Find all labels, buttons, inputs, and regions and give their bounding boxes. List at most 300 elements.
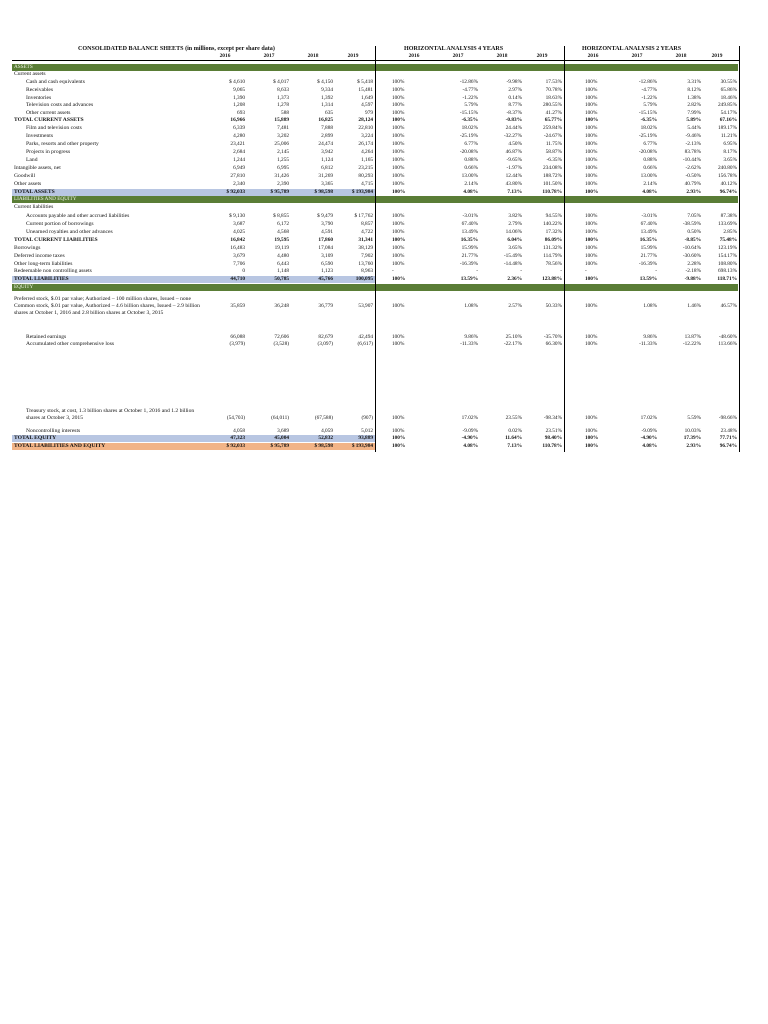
h4-percent-cell: 100% bbox=[392, 125, 405, 131]
h2-percent-cell: 100% bbox=[585, 341, 598, 347]
h4-percent-cell: -15.49% bbox=[503, 253, 522, 259]
h4-percent-cell: 11.75% bbox=[545, 141, 562, 147]
h4-percent-cell: 12.44% bbox=[505, 173, 522, 179]
value-cell: 2,684 bbox=[233, 149, 245, 155]
h2-percent-cell: 4.08% bbox=[642, 443, 657, 449]
h4-percent-cell: 43.80% bbox=[505, 181, 522, 187]
h2-percent-cell: 17.39% bbox=[683, 435, 701, 441]
value-cell: $ 9,479 bbox=[317, 213, 333, 219]
value-cell: 16,842 bbox=[230, 237, 245, 243]
value-cell: 1,255 bbox=[277, 157, 289, 163]
value-cell: 3,689 bbox=[277, 428, 289, 434]
h2-percent-cell: 100% bbox=[585, 149, 598, 155]
row-label: Parks, resorts and other property bbox=[26, 141, 99, 147]
h2-percent-cell: -2.18% bbox=[685, 268, 701, 274]
value-cell: 3,202 bbox=[277, 133, 289, 139]
value-cell: 45,004 bbox=[274, 435, 289, 441]
value-cell: 16,483 bbox=[230, 245, 245, 251]
h2-percent-cell: 249.85% bbox=[718, 102, 737, 108]
h4-percent-cell: 100% bbox=[392, 79, 405, 85]
row-label: Cash and cash equivalents bbox=[26, 79, 85, 85]
h4-percent-cell: 100% bbox=[392, 95, 405, 101]
h4-percent-cell: 23.51% bbox=[545, 428, 562, 434]
year-header-h2: 2018 bbox=[675, 53, 687, 59]
h2-percent-cell: 2.28% bbox=[687, 261, 701, 267]
h2-percent-cell: 2.14% bbox=[643, 181, 657, 187]
h4-percent-cell: 100% bbox=[392, 149, 405, 155]
value-cell: $ 5,418 bbox=[357, 79, 373, 85]
row-label: TOTAL LIABILITIES bbox=[14, 276, 69, 282]
h2-percent-cell: 67.16% bbox=[719, 117, 737, 123]
h4-percent-cell: 100% bbox=[392, 87, 405, 93]
value-cell: 4,591 bbox=[321, 229, 333, 235]
h2-percent-cell: 100% bbox=[585, 110, 598, 116]
h4-percent-cell: 15.99% bbox=[461, 245, 478, 251]
h4-percent-cell: 234.08% bbox=[543, 165, 562, 171]
h4-percent-cell: -11.33% bbox=[460, 341, 478, 347]
h4-percent-cell: 65.77% bbox=[544, 117, 562, 123]
row-label: Receivables bbox=[26, 87, 54, 93]
value-cell: 6,172 bbox=[277, 221, 289, 227]
h2-percent-cell: -4.77% bbox=[641, 87, 657, 93]
h4-percent-cell: -32.27% bbox=[503, 133, 522, 139]
value-cell: $ 98,598 bbox=[314, 443, 333, 449]
value-cell: (64,011) bbox=[271, 415, 289, 421]
value-cell: (54,703) bbox=[226, 415, 245, 421]
h2-percent-cell: 67.40% bbox=[640, 221, 657, 227]
value-cell: $ 4,150 bbox=[317, 79, 333, 85]
row-label: Current portion of borrowings bbox=[26, 221, 94, 227]
title-horizontal-2-years: HORIZONTAL ANALYSIS 2 YEARS bbox=[582, 46, 682, 52]
value-cell: 52,832 bbox=[318, 435, 333, 441]
h4-percent-cell: -14.48% bbox=[503, 261, 522, 267]
h4-percent-cell: 70.78% bbox=[545, 87, 562, 93]
h2-percent-cell: 100% bbox=[585, 141, 598, 147]
h4-percent-cell: 17.32% bbox=[545, 229, 562, 235]
h2-percent-cell: 1.46% bbox=[687, 303, 701, 309]
h2-percent-cell: 1.38% bbox=[687, 95, 701, 101]
h4-percent-cell: 100% bbox=[392, 181, 405, 187]
h4-percent-cell: 188.72% bbox=[543, 173, 562, 179]
h2-percent-cell: 8.12% bbox=[687, 87, 701, 93]
row-label: Goodwill bbox=[14, 173, 36, 179]
h4-percent-cell: 23.55% bbox=[505, 415, 522, 421]
h2-percent-cell: 100% bbox=[585, 102, 598, 108]
value-cell: 1,124 bbox=[321, 157, 333, 163]
h2-percent-cell: 154.17% bbox=[718, 253, 737, 259]
h2-percent-cell: -9.09% bbox=[641, 428, 657, 434]
value-cell: 4,280 bbox=[233, 133, 245, 139]
value-cell: 25,006 bbox=[274, 141, 289, 147]
h4-percent-cell: 123.88% bbox=[542, 276, 562, 282]
h2-percent-cell: 9.86% bbox=[643, 334, 657, 340]
value-cell: 1,123 bbox=[321, 268, 333, 274]
h2-percent-cell: -48.60% bbox=[718, 334, 737, 340]
h2-percent-cell: -0.50% bbox=[685, 173, 701, 179]
h2-percent-cell: 1.08% bbox=[643, 303, 657, 309]
value-cell: 1,244 bbox=[233, 157, 245, 163]
row-label: Other assets bbox=[14, 181, 42, 187]
year-header-h4: 2016 bbox=[408, 53, 420, 59]
value-cell: 100,095 bbox=[355, 276, 373, 282]
value-cell: 6,995 bbox=[277, 165, 289, 171]
h4-percent-cell: 41.27% bbox=[545, 110, 562, 116]
h2-percent-cell: 2.93% bbox=[686, 189, 701, 195]
h4-percent-cell: -12.86% bbox=[459, 79, 478, 85]
h4-percent-cell: 98.40% bbox=[544, 435, 562, 441]
h4-percent-cell: 100% bbox=[392, 443, 406, 449]
h4-percent-cell: 24.44% bbox=[505, 125, 522, 131]
h2-percent-cell: 100% bbox=[585, 276, 599, 282]
value-cell: 93,889 bbox=[358, 435, 373, 441]
value-cell: $ 95,789 bbox=[270, 189, 289, 195]
h4-percent-cell: 13.49% bbox=[461, 229, 478, 235]
h4-percent-cell: -15.15% bbox=[459, 110, 478, 116]
h4-percent-cell: 100% bbox=[392, 261, 405, 267]
h2-percent-cell: -9.46% bbox=[685, 133, 701, 139]
h2-percent-cell: 133.69% bbox=[718, 221, 737, 227]
h2-percent-cell: 16.35% bbox=[639, 237, 657, 243]
value-cell: 31,426 bbox=[274, 173, 289, 179]
h2-percent-cell: 18.46% bbox=[720, 95, 737, 101]
h4-percent-cell: 100% bbox=[392, 110, 405, 116]
h4-percent-cell: 100% bbox=[392, 221, 405, 227]
row-label: Redeemable non controlling assets bbox=[14, 268, 92, 274]
h4-percent-cell: 101.50% bbox=[543, 181, 562, 187]
h4-percent-cell: -1.97% bbox=[506, 165, 522, 171]
value-cell: 1,278 bbox=[277, 102, 289, 108]
value-cell: (3,528) bbox=[273, 341, 289, 347]
value-cell: 6,812 bbox=[321, 165, 333, 171]
value-cell: 26,174 bbox=[358, 141, 373, 147]
h4-percent-cell: 100% bbox=[392, 173, 405, 179]
h2-percent-cell: 87.38% bbox=[720, 213, 737, 219]
value-cell: (907) bbox=[361, 415, 373, 421]
h4-percent-cell: 86.09% bbox=[544, 237, 562, 243]
h2-percent-cell: 7.05% bbox=[687, 213, 701, 219]
h2-percent-cell: - bbox=[585, 268, 587, 274]
column-divider bbox=[375, 46, 376, 452]
h4-percent-cell: 17.53% bbox=[545, 79, 562, 85]
h4-percent-cell: 7.13% bbox=[507, 443, 522, 449]
value-cell: 9,334 bbox=[321, 87, 333, 93]
h2-percent-cell: 77.71% bbox=[719, 435, 737, 441]
value-cell: $ 98,598 bbox=[314, 189, 333, 195]
h2-percent-cell: 75.48% bbox=[719, 237, 737, 243]
h4-percent-cell: 100% bbox=[392, 117, 406, 123]
value-cell: 9,065 bbox=[233, 87, 245, 93]
row-label: Treasury stock, at cost, 1.3 billion shares at October 1, 2016 and 1.2 billion shares at October 3, 2015 bbox=[26, 408, 195, 421]
value-cell: 3,942 bbox=[321, 149, 333, 155]
h2-percent-cell: 5.44% bbox=[687, 125, 701, 131]
h2-percent-cell: 65.86% bbox=[720, 87, 737, 93]
h2-percent-cell: 100% bbox=[585, 253, 598, 259]
h2-percent-cell: 2.93% bbox=[686, 443, 701, 449]
h4-percent-cell: 280.55% bbox=[543, 102, 562, 108]
value-cell: 2,340 bbox=[233, 181, 245, 187]
h4-percent-cell: -4.77% bbox=[462, 87, 478, 93]
h4-percent-cell: 2.97% bbox=[508, 87, 522, 93]
h2-percent-cell: -12.22% bbox=[682, 341, 701, 347]
value-cell: 1,390 bbox=[233, 95, 245, 101]
h4-percent-cell: 3.82% bbox=[508, 213, 522, 219]
value-cell: 28,124 bbox=[358, 117, 373, 123]
h4-percent-cell: - bbox=[520, 268, 522, 274]
h2-percent-cell: 13.87% bbox=[684, 334, 701, 340]
h4-percent-cell: -8.37% bbox=[506, 110, 522, 116]
value-cell: 3,679 bbox=[233, 253, 245, 259]
h4-percent-cell: 50.33% bbox=[545, 303, 562, 309]
value-cell: 1,392 bbox=[321, 95, 333, 101]
h4-percent-cell: 78.56% bbox=[545, 261, 562, 267]
h4-percent-cell: 259.84% bbox=[543, 125, 562, 131]
h4-percent-cell: -25.19% bbox=[459, 133, 478, 139]
h4-percent-cell: 4.50% bbox=[508, 141, 522, 147]
value-cell: $ 92,033 bbox=[226, 189, 245, 195]
year-header-h2: 2016 bbox=[587, 53, 599, 59]
value-cell: 35,859 bbox=[230, 303, 245, 309]
h2-percent-cell: -98.66% bbox=[718, 415, 737, 421]
h4-percent-cell: 4.08% bbox=[463, 189, 478, 195]
row-label: Other long-term liabilities bbox=[14, 261, 73, 267]
value-cell: 82,679 bbox=[318, 334, 333, 340]
value-cell: 635 bbox=[325, 110, 333, 116]
h2-percent-cell: 2.85% bbox=[723, 229, 737, 235]
year-header-v: 2016 bbox=[219, 53, 231, 59]
header-rule bbox=[12, 60, 740, 61]
value-cell: 3,687 bbox=[233, 221, 245, 227]
h2-percent-cell: 100% bbox=[585, 303, 598, 309]
h4-percent-cell: 7.13% bbox=[507, 189, 522, 195]
h2-percent-cell: 13.00% bbox=[640, 173, 657, 179]
value-cell: (3,979) bbox=[229, 341, 245, 347]
year-header-h4: 2017 bbox=[452, 53, 464, 59]
h4-percent-cell: -35.70% bbox=[543, 334, 562, 340]
h4-percent-cell: - bbox=[560, 268, 562, 274]
h4-percent-cell: 8.77% bbox=[508, 102, 522, 108]
h4-percent-cell: 17.02% bbox=[461, 415, 478, 421]
h2-percent-cell: 100% bbox=[585, 435, 599, 441]
h4-percent-cell: 100% bbox=[392, 415, 405, 421]
value-cell: $ 17,762 bbox=[354, 213, 373, 219]
h2-percent-cell: 118.71% bbox=[717, 276, 737, 282]
value-cell: 1,148 bbox=[277, 268, 289, 274]
value-cell: 31,341 bbox=[358, 237, 373, 243]
value-cell: $ 9,130 bbox=[229, 213, 245, 219]
year-header-v: 2017 bbox=[263, 53, 275, 59]
h2-percent-cell: -11.33% bbox=[639, 341, 657, 347]
value-cell: 4,059 bbox=[321, 428, 333, 434]
value-cell: 53,907 bbox=[358, 303, 373, 309]
h4-percent-cell: 11.64% bbox=[505, 435, 522, 441]
h2-percent-cell: 54.17% bbox=[720, 110, 737, 116]
h4-percent-cell: 100% bbox=[392, 157, 405, 163]
value-cell: 6,590 bbox=[321, 261, 333, 267]
h4-percent-cell: 100% bbox=[392, 213, 405, 219]
row-label: Investments bbox=[26, 133, 54, 139]
h4-percent-cell: 0.66% bbox=[464, 165, 478, 171]
h2-percent-cell: 7.99% bbox=[687, 110, 701, 116]
h2-percent-cell: 100% bbox=[585, 79, 598, 85]
h4-percent-cell: 100% bbox=[392, 276, 406, 282]
h4-percent-cell: 110.78% bbox=[542, 189, 562, 195]
row-label: TOTAL EQUITY bbox=[14, 435, 57, 441]
h4-percent-cell: -20.08% bbox=[459, 149, 478, 155]
value-cell: 8,963 bbox=[361, 268, 373, 274]
value-cell: $ 92,033 bbox=[226, 443, 245, 449]
value-cell: 1,314 bbox=[321, 102, 333, 108]
h2-percent-cell: 8.17% bbox=[723, 149, 737, 155]
h4-percent-cell: 100% bbox=[392, 245, 405, 251]
h4-percent-cell: 18.02% bbox=[461, 125, 478, 131]
value-cell: 8,633 bbox=[277, 87, 289, 93]
value-cell: 4,722 bbox=[361, 229, 373, 235]
row-label: Borrowings bbox=[14, 245, 41, 251]
h4-percent-cell: 16.35% bbox=[460, 237, 478, 243]
h2-percent-cell: 0.88% bbox=[643, 157, 657, 163]
h2-percent-cell: 108.80% bbox=[718, 261, 737, 267]
value-cell: 5,012 bbox=[361, 428, 373, 434]
h4-percent-cell: 9.86% bbox=[464, 334, 478, 340]
row-label: Other current assets bbox=[26, 110, 71, 116]
h4-percent-cell: 100% bbox=[392, 253, 405, 259]
value-cell: 47,323 bbox=[230, 435, 245, 441]
value-cell: (3,097) bbox=[317, 341, 333, 347]
h4-percent-cell: 100% bbox=[392, 133, 405, 139]
row-label: Deferred income taxes bbox=[14, 253, 65, 259]
h2-percent-cell: 3.65% bbox=[723, 157, 737, 163]
value-cell: 3,224 bbox=[361, 133, 373, 139]
column-divider bbox=[739, 46, 740, 452]
h2-percent-cell: 100% bbox=[585, 428, 598, 434]
h4-percent-cell: -4.90% bbox=[461, 435, 478, 441]
h2-percent-cell: 46.57% bbox=[720, 303, 737, 309]
h2-percent-cell: 13.59% bbox=[639, 276, 657, 282]
h2-percent-cell: -4.90% bbox=[640, 435, 657, 441]
h4-percent-cell: 6.77% bbox=[464, 141, 478, 147]
row-label: Preferred stock, $.01 par value; Authorized – 100 million shares, Issued – none Common stock, $.01 par value, Authorized – 4.6 billion shares, Issued – 2.9 billion shares at October 1, 2016 and 2.8 billion shares at October 3, 2015 bbox=[14, 296, 200, 316]
value-cell: 1,649 bbox=[361, 95, 373, 101]
value-cell: 1,208 bbox=[233, 102, 245, 108]
h4-percent-cell: 94.55% bbox=[545, 213, 562, 219]
value-cell: 16,825 bbox=[318, 117, 333, 123]
value-cell: 8,857 bbox=[361, 221, 373, 227]
h2-percent-cell: 11.21% bbox=[720, 133, 737, 139]
h4-percent-cell: 100% bbox=[392, 102, 405, 108]
value-cell: 15,889 bbox=[274, 117, 289, 123]
h4-percent-cell: 4.08% bbox=[463, 443, 478, 449]
value-cell: 50,785 bbox=[274, 276, 289, 282]
value-cell: 31,269 bbox=[318, 173, 333, 179]
h2-percent-cell: 96.74% bbox=[719, 443, 737, 449]
h4-percent-cell: 2.36% bbox=[507, 276, 522, 282]
h2-percent-cell: 100% bbox=[585, 157, 598, 163]
row-label: Current assets bbox=[14, 71, 46, 77]
h4-percent-cell: -16.39% bbox=[459, 261, 478, 267]
h2-percent-cell: 40.79% bbox=[684, 181, 701, 187]
value-cell: $ 4,017 bbox=[273, 79, 289, 85]
value-cell: 22,810 bbox=[358, 125, 373, 131]
row-label: Retained earnings bbox=[26, 334, 67, 340]
row-label: Unearned royalties and other advances bbox=[26, 229, 113, 235]
h4-percent-cell: 100% bbox=[392, 189, 406, 195]
h2-percent-cell: -2.62% bbox=[685, 165, 701, 171]
h4-percent-cell: 2.14% bbox=[464, 181, 478, 187]
year-header-h4: 2019 bbox=[536, 53, 548, 59]
h2-percent-cell: 5.89% bbox=[686, 117, 701, 123]
value-cell: 7,706 bbox=[233, 261, 245, 267]
h4-percent-cell: 114.79% bbox=[543, 253, 562, 259]
h4-percent-cell: 140.22% bbox=[543, 221, 562, 227]
value-cell: (6,617) bbox=[357, 341, 373, 347]
h4-percent-cell: 5.79% bbox=[464, 102, 478, 108]
year-header-h2: 2017 bbox=[631, 53, 643, 59]
h4-percent-cell: 21.77% bbox=[461, 253, 478, 259]
value-cell: 588 bbox=[281, 110, 289, 116]
h4-percent-cell: 67.40% bbox=[461, 221, 478, 227]
value-cell: 1,373 bbox=[277, 95, 289, 101]
h4-percent-cell: 0.02% bbox=[508, 428, 522, 434]
h2-percent-cell: 100% bbox=[585, 125, 598, 131]
year-header-v: 2018 bbox=[307, 53, 319, 59]
row-label: EQUITY bbox=[14, 284, 34, 290]
h2-percent-cell: -2.13% bbox=[685, 141, 701, 147]
h4-percent-cell: -0.83% bbox=[505, 117, 522, 123]
row-label: Accumulated other comprehensive loss bbox=[26, 341, 115, 347]
h4-percent-cell: 0.14% bbox=[508, 95, 522, 101]
year-header-v: 2019 bbox=[347, 53, 359, 59]
h2-percent-cell: 13.49% bbox=[640, 229, 657, 235]
h2-percent-cell: 100% bbox=[585, 189, 599, 195]
row-label: Projects in progress bbox=[26, 149, 71, 155]
row-label: ASSETS bbox=[14, 64, 33, 70]
h2-percent-cell: -15.15% bbox=[638, 110, 657, 116]
h2-percent-cell: 15.99% bbox=[640, 245, 657, 251]
year-header-h4: 2018 bbox=[496, 53, 508, 59]
h4-percent-cell: -9.09% bbox=[462, 428, 478, 434]
h4-percent-cell: 100% bbox=[392, 341, 405, 347]
value-cell: 17,084 bbox=[318, 245, 333, 251]
h4-percent-cell: 3.65% bbox=[508, 245, 522, 251]
h4-percent-cell: 46.87% bbox=[505, 149, 522, 155]
value-cell: 6,949 bbox=[233, 165, 245, 171]
value-cell: 17,860 bbox=[318, 237, 333, 243]
row-label: LIABILITIES AND EQUITY bbox=[14, 196, 77, 202]
h2-percent-cell: 100% bbox=[585, 133, 598, 139]
value-cell: 4,568 bbox=[277, 229, 289, 235]
h4-percent-cell: -6.35% bbox=[461, 117, 478, 123]
h2-percent-cell: 100% bbox=[585, 237, 599, 243]
h2-percent-cell: -16.39% bbox=[638, 261, 657, 267]
h4-percent-cell: - bbox=[392, 268, 394, 274]
value-cell: 4,480 bbox=[277, 253, 289, 259]
h2-percent-cell: 100% bbox=[585, 334, 598, 340]
h2-percent-cell: 18.02% bbox=[640, 125, 657, 131]
h2-percent-cell: 698.13% bbox=[718, 268, 737, 274]
row-label: Accounts payable and other accrued liabilities bbox=[26, 213, 130, 219]
h2-percent-cell: 30.55% bbox=[720, 79, 737, 85]
h2-percent-cell: 100% bbox=[585, 443, 599, 449]
value-cell: $ 4,610 bbox=[229, 79, 245, 85]
title-horizontal-4-years: HORIZONTAL ANALYSIS 4 YEARS bbox=[404, 46, 504, 52]
h2-percent-cell: 2.82% bbox=[687, 102, 701, 108]
h4-percent-cell: 100% bbox=[392, 435, 406, 441]
value-cell: 36,248 bbox=[274, 303, 289, 309]
h2-percent-cell: 6.95% bbox=[723, 141, 737, 147]
value-cell: 3,109 bbox=[321, 253, 333, 259]
h4-percent-cell: 13.00% bbox=[461, 173, 478, 179]
value-cell: 24,474 bbox=[318, 141, 333, 147]
